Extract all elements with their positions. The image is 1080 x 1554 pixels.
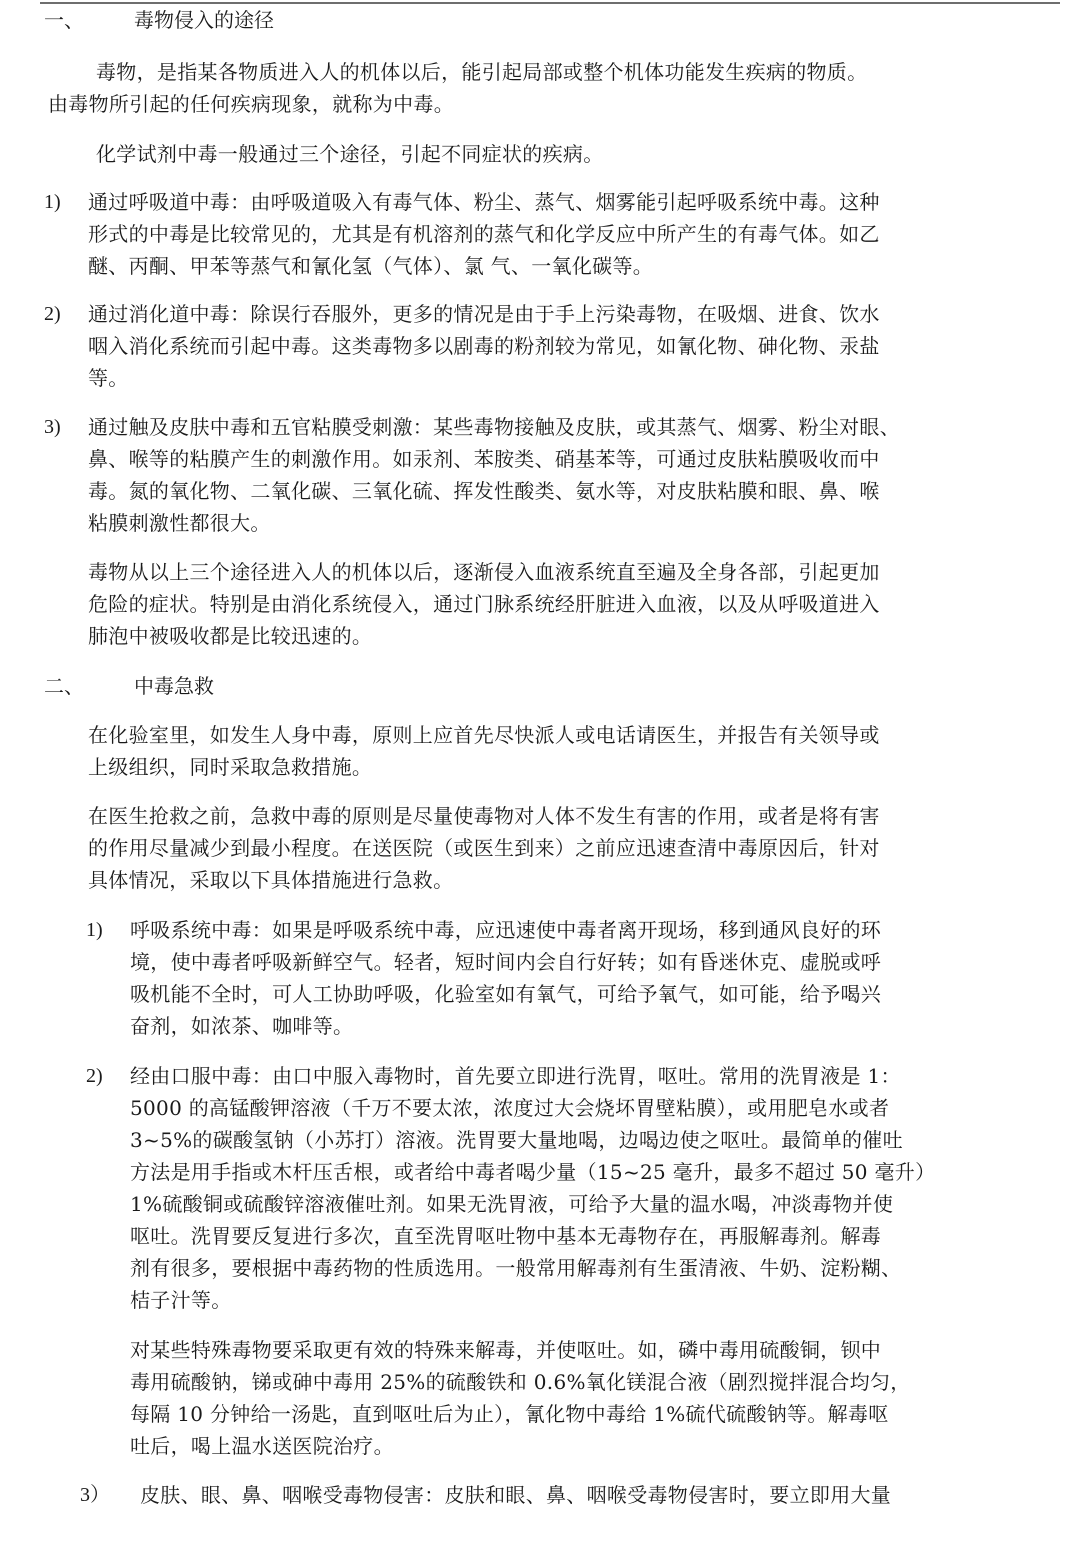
section-number: 二、 <box>44 674 84 698</box>
list-item-line: 毒。氮的氧化物、二氧化碳、三氧化硫、挥发性酸类、氨水等，对皮肤粘膜和眼、鼻、喉 <box>88 479 880 503</box>
list-item-line: 通过呼吸道中毒：由呼吸道吸入有毒气体、粉尘、蒸气、烟雾能引起呼吸系统中毒。这种 <box>88 190 880 214</box>
list-item-line: 吸机能不全时，可人工协助呼吸，化验室如有氧气，可给予氧气，如可能，给予喝兴 <box>130 982 882 1006</box>
list-item-line: 咽入消化系统而引起中毒。这类毒物多以剧毒的粉剂较为常见，如氰化物、砷化物、汞盐 <box>88 334 880 358</box>
section-title: 中毒急救 <box>134 674 214 698</box>
paragraph-line: 化学试剂中毒一般通过三个途径，引起不同症状的疾病。 <box>96 142 604 166</box>
list-item-line: 剂有很多，要根据中毒药物的性质选用。一般常用解毒剂有生蛋清液、牛奶、淀粉糊、 <box>130 1256 902 1280</box>
sub-paragraph-line: 对某些特殊毒物要采取更有效的特殊来解毒，并使呕吐。如，磷中毒用硫酸铜，钡中 <box>130 1338 882 1362</box>
list-item-line: 皮肤、眼、鼻、咽喉受毒物侵害：皮肤和眼、鼻、咽喉受毒物侵害时，要立即用大量 <box>140 1483 892 1507</box>
sub-paragraph-line: 毒用硫酸钠，锑或砷中毒用 25%的硫酸铁和 0.6%氧化镁混合液（剧烈搅拌混合均匀， <box>130 1370 911 1394</box>
list-item-line: 3~5%的碳酸氢钠（小苏打）溶液。洗胃要大量地喝，边喝边使之呕吐。最简单的催吐 <box>130 1128 903 1152</box>
list-item-line: 呼吸系统中毒：如果是呼吸系统中毒，应迅速使中毒者离开现场，移到通风良好的环 <box>130 918 882 942</box>
list-marker: 3） <box>80 1484 110 1506</box>
list-marker: 1) <box>44 191 61 213</box>
sub-paragraph-line: 吐后，喝上温水送医院治疗。 <box>130 1434 394 1458</box>
paragraph-line: 肺泡中被吸收都是比较迅速的。 <box>88 624 373 648</box>
paragraph-line: 在医生抢救之前，急救中毒的原则是尽量使毒物对人体不发生有害的作用，或者是将有害 <box>88 804 880 828</box>
list-item-line: 经由口服中毒：由口中服入毒物时，首先要立即进行洗胃，呕吐。常用的洗胃液是 1： <box>130 1064 901 1088</box>
list-item-line: 奋剂，如浓茶、咖啡等。 <box>130 1014 354 1038</box>
list-marker: 3) <box>44 416 61 438</box>
list-marker: 1) <box>86 919 103 941</box>
section-number: 一、 <box>44 8 84 32</box>
list-item-line: 形式的中毒是比较常见的，尤其是有机溶剂的蒸气和化学反应中所产生的有毒气体。如乙 <box>88 222 880 246</box>
list-item-line: 境，使中毒者呼吸新鲜空气。轻者，短时间内会自行好转；如有昏迷休克、虚脱或呼 <box>130 950 882 974</box>
list-item-line: 呕吐。洗胃要反复进行多次，直至洗胃呕吐物中基本无毒物存在，再服解毒剂。解毒 <box>130 1224 882 1248</box>
paragraph-line: 危险的症状。特别是由消化系统侵入，通过门脉系统经肝脏进入血液，以及从呼吸道进入 <box>88 592 880 616</box>
top-rule <box>40 2 1060 4</box>
list-marker: 2) <box>44 303 61 325</box>
list-item-line: 醚、丙酮、甲苯等蒸气和氰化氢（气体）、氯 气、一氧化碳等。 <box>88 254 654 278</box>
paragraph-line: 毒物，是指某各物质进入人的机体以后，能引起局部或整个机体功能发生疾病的物质。 <box>96 60 868 84</box>
section-heading-1 <box>44 7 644 33</box>
list-item-line: 桔子汁等。 <box>130 1288 232 1312</box>
list-item-line: 等。 <box>88 366 129 390</box>
paragraph-line: 的作用尽量减少到最小程度。在送医院（或医生到来）之前应迅速查清中毒原因后，针对 <box>88 836 880 860</box>
paragraph-line: 具体情况，采取以下具体措施进行急救。 <box>88 868 454 892</box>
section-title: 毒物侵入的途径 <box>134 8 274 32</box>
list-item-line: 1%硫酸铜或硫酸锌溶液催吐剂。如果无洗胃液，可给予大量的温水喝，冲淡毒物并使 <box>130 1192 894 1216</box>
section-heading-2 <box>44 673 644 699</box>
list-item-line: 鼻、喉等的粘膜产生的刺激作用。如汞剂、苯胺类、硝基苯等，可通过皮肤粘膜吸收而中 <box>88 447 880 471</box>
paragraph-line: 毒物从以上三个途径进入人的机体以后，逐渐侵入血液系统直至遍及全身各部，引起更加 <box>88 560 880 584</box>
paragraph-line: 上级组织，同时采取急救措施。 <box>88 755 373 779</box>
list-marker: 2) <box>86 1065 103 1087</box>
list-item-line: 通过触及皮肤中毒和五官粘膜受刺激：某些毒物接触及皮肤，或其蒸气、烟雾、粉尘对眼、 <box>88 415 900 439</box>
list-item-line: 5000 的高锰酸钾溶液（千万不要太浓，浓度过大会烧坏胃壁粘膜），或用肥皂水或者 <box>130 1096 890 1120</box>
paragraph-line: 在化验室里，如发生人身中毒，原则上应首先尽快派人或电话请医生，并报告有关领导或 <box>88 723 880 747</box>
list-item-line: 粘膜刺激性都很大。 <box>88 511 271 535</box>
sub-paragraph-line: 每隔 10 分钟给一汤匙，直到呕吐后为止），氰化物中毒给 1%硫代硫酸钠等。解毒呕 <box>130 1402 889 1426</box>
list-item-line: 方法是用手指或木杆压舌根，或者给中毒者喝少量（15~25 毫升，最多不超过 50 毫升） <box>130 1160 936 1184</box>
list-item-line: 通过消化道中毒：除误行吞服外，更多的情况是由于手上污染毒物，在吸烟、进食、饮水 <box>88 302 880 326</box>
paragraph-line: 由毒物所引起的任何疾病现象，就称为中毒。 <box>48 92 454 116</box>
